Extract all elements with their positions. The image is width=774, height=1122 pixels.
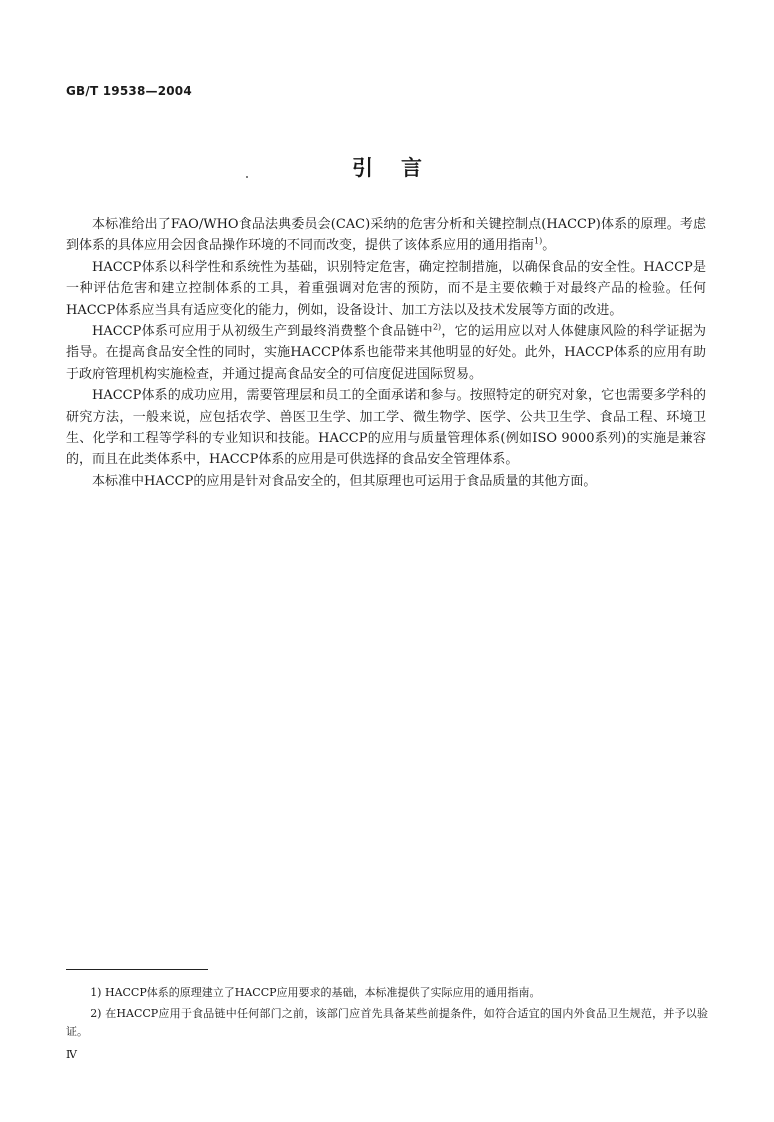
standard-code: GB/T 19538—2004 — [66, 84, 192, 98]
page-number: Ⅳ — [66, 1048, 77, 1061]
paragraph-5: 本标准中HACCP的应用是针对食品安全的，但其原理也可运用于食品质量的其他方面。 — [92, 473, 597, 489]
paragraph-1: 本标准给出了FAO/WHO食品法典委员会(CAC)采纳的危害分析和关键控制点(HACCP)体系的原理。考虑到体系的具体应用会因食品操作环境的不同而改变，提供了该体系应用的通用指南$^{1)}$。 — [66, 217, 706, 254]
footnote-divider — [66, 969, 208, 970]
footnote-ref-2: 2) — [432, 322, 442, 332]
scan-speck — [246, 176, 248, 178]
footnotes — [66, 984, 708, 1044]
footnote-1: 1) HACCP体系的原理建立了HACCP应用要求的基础，本标准提供了实际应用的通用指南。 — [90, 986, 541, 999]
footnote-2: 2) 在HACCP应用于食品链中任何部门之前，该部门应首先具备某些前提条件，如符合适宜的国内外食品卫生规范，并予以验证。 — [66, 1006, 708, 1038]
introduction-body — [66, 214, 706, 492]
paragraph-3: HACCP体系可应用于从初级生产到最终消费整个食品链中$^{2)}$，它的运用应以对人体健康风险的科学证据为指导。在提高食品安全性的同时，实施HACCP体系也能带来其他明显的好处。此外，HACCP体系的应用有助于政府管理机构实施检查，并通过提高食品安全的可信度促进国际贸易。 — [66, 322, 706, 382]
footnote-ref-1: 1) — [534, 237, 543, 247]
page-title: 引言 — [352, 156, 450, 180]
paragraph-4: HACCP体系的成功应用，需要管理层和员工的全面承诺和参与。按照特定的研究对象，它也需要多学科的研究方法，一般来说，应包括农学、兽医卫生学、加工学、微生物学、医学、公共卫生学、食品工程、环境卫生、化学和工程等学科的专业知识和技能。HACCP的应用与质量管理体系(例如ISO 9000系列)的实施是兼容的，而且在此类体系中，HACCP体系的应用是可供选择的食品安全管理体系。 — [66, 388, 706, 468]
paragraph-2: HACCP体系以科学性和系统性为基础，识别特定危害，确定控制措施，以确保食品的安全性。HACCP是一种评估危害和建立控制体系的工具，着重强调对危害的预防，而不是主要依赖于对最终产品的检验。任何HACCP体系应当具有适应变化的能力，例如，设备设计、加工方法以及技术发展等方面的改进。 — [66, 259, 706, 318]
